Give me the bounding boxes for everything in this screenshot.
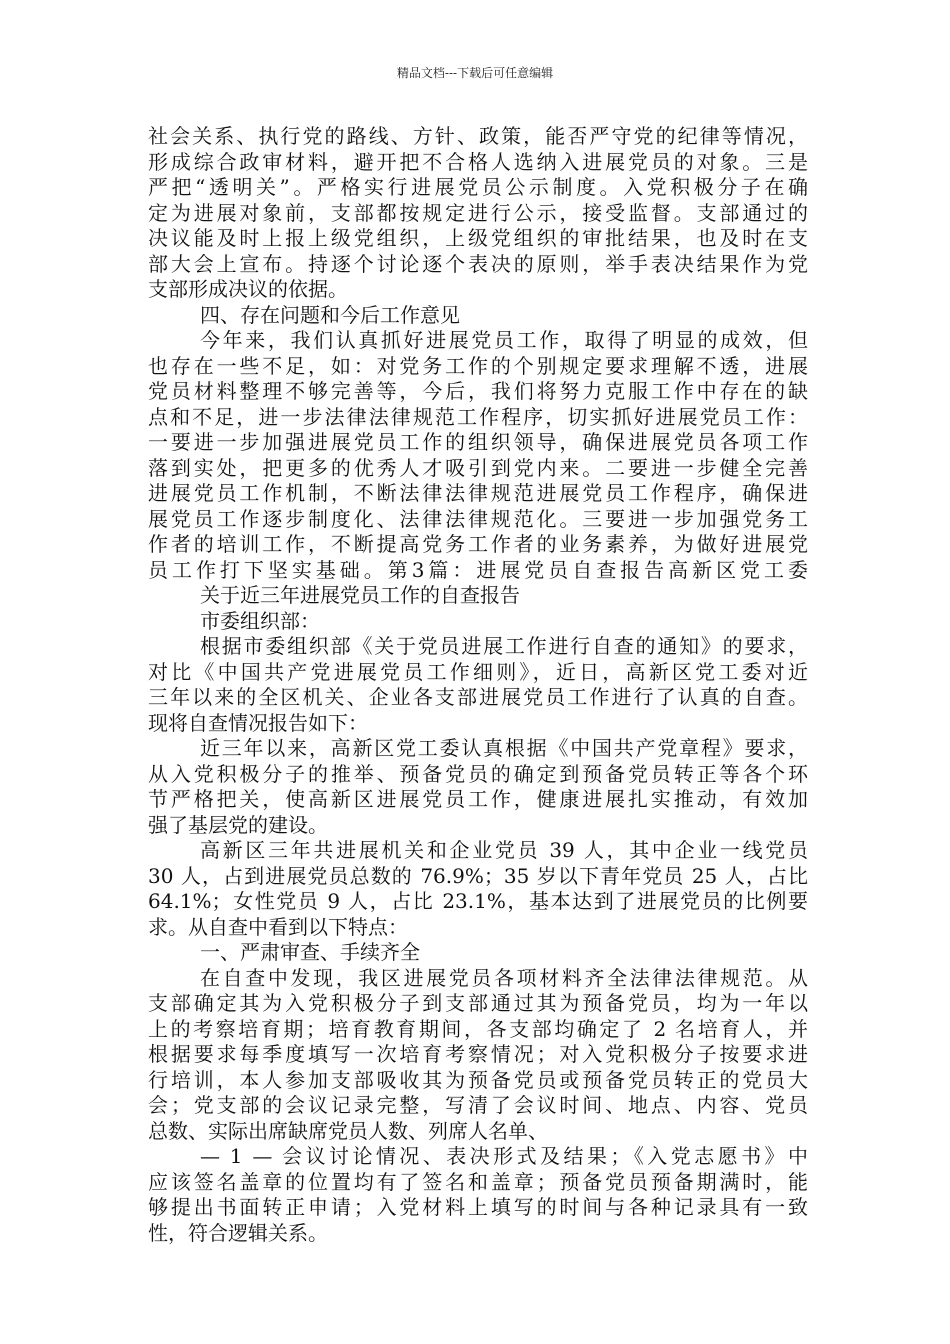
text-line: 点和不足，进一步法律法律规范工作程序，切实抓好进展党员工作：	[148, 404, 808, 429]
text-line: 会；党支部的会议记录完整，写清了会议时间、地点、内容、党员	[148, 1093, 808, 1117]
text-line: 一要进一步加强进展党员工作的组织领导，确保进展党员各项工作	[148, 430, 808, 454]
text-line: 落到实处，把更多的优秀人才吸引到党内来。二要进一步健全完善	[148, 455, 808, 480]
text-line: 高新区三年共进展机关和企业党员 39 人，其中企业一线党员	[200, 838, 808, 862]
text-line: 强了基层党的建设。	[148, 812, 328, 837]
text-line: 性，符合逻辑关系。	[148, 1220, 328, 1245]
text-line: 党员材料整理不够完善等，今后，我们将努力克服工作中存在的缺	[148, 379, 808, 403]
text-line: 员工作打下坚实基础。第3篇：进展党员自查报告高新区党工委	[148, 557, 808, 582]
text-line: 定为进展对象前，支部都按规定进行公示，接受监督。支部通过的	[148, 200, 808, 225]
text-line: 进展党员工作机制，不断法律法律规范进展党员工作程序，确保进	[148, 481, 808, 505]
text-line: 从入党积极分子的推举、预备党员的确定到预备党员转正等各个环	[148, 761, 808, 786]
text-line: 上的考察培育期；培育教育期间，各支部均确定了 2 名培育人，并	[148, 1016, 808, 1041]
text-line: 根据市委组织部《关于党员进展工作进行自查的通知》的要求，	[200, 634, 808, 658]
text-line: 决议能及时上报上级党组织，上级党组织的审批结果，也及时在支	[148, 226, 808, 250]
text-line: 形成综合政审材料，避开把不合格人选纳入进展党员的对象。三是	[148, 149, 808, 174]
text-line: 总数、实际出席缺席党员人数、列席人名单、	[148, 1118, 548, 1143]
text-line: 严把“透明关”。严格实行进展党员公示制度。入党积极分子在确	[148, 175, 808, 199]
text-line: 根据要求每季度填写一次培育考察情况；对入党积极分子按要求进	[148, 1042, 808, 1066]
text-line: 够提出书面转正申请；入党材料上填写的时间与各种记录具有一致	[148, 1195, 808, 1219]
text-line: 行培训，本人参加支部吸收其为预备党员或预备党员转正的党员大	[148, 1067, 808, 1092]
text-line: 节严格把关，使高新区进展党员工作，健康进展扎实推动，有效加	[148, 787, 808, 811]
text-line: 支部确定其为入党积极分子到支部通过其为预备党员，均为一年以	[148, 991, 808, 1015]
document-body	[148, 124, 808, 1246]
text-line: 四、存在问题和今后工作意见	[200, 302, 460, 327]
text-line: 作者的培训工作，不断提高党务工作者的业务素养，为做好进展党	[148, 532, 808, 556]
text-line: 30 人，占到进展党员总数的 76.9%；35 岁以下青年党员 25 人，占比	[148, 863, 808, 888]
text-line: 关于近三年进展党员工作的自查报告	[200, 583, 520, 607]
text-line: 市委组织部：	[200, 608, 320, 633]
text-line: 社会关系、执行党的路线、方针、政策，能否严守党的纪律等情况，	[148, 124, 808, 148]
text-line: 应该签名盖章的位置均有了签名和盖章；预备党员预备期满时，能	[148, 1169, 808, 1194]
text-line: 现将自查情况报告如下：	[148, 710, 368, 735]
text-line: 今年来，我们认真抓好进展党员工作，取得了明显的成效，但	[200, 328, 808, 352]
text-line: 一、严肃审查、手续齐全	[200, 940, 420, 964]
text-line: 支部形成决议的依据。	[148, 277, 348, 301]
text-line: 64.1%；女性党员 9 人，占比 23.1%，基本达到了进展党员的比例要	[148, 889, 808, 913]
text-line: 也存在一些不足，如：对党务工作的个别规定要求理解不透，进展	[148, 353, 808, 378]
text-line: 展党员工作逐步制度化、法律法律规范化。三要进一步加强党务工	[148, 506, 808, 531]
text-line: 近三年以来，高新区党工委认真根据《中国共产党章程》要求，	[200, 736, 808, 760]
text-line: 三年以来的全区机关、企业各支部进展党员工作进行了认真的自查。	[148, 685, 808, 709]
header-text: 精品文档---下载后可任意编辑	[396, 66, 554, 80]
text-line: 求。从自查中看到以下特点：	[148, 914, 408, 939]
text-line: 在自查中发现，我区进展党员各项材料齐全法律法律规范。从	[200, 965, 808, 990]
text-line: 部大会上宣布。持逐个讨论逐个表决的原则，举手表决结果作为党	[148, 251, 808, 276]
page-header	[0, 66, 950, 80]
text-line: — 1 — 会议讨论情况、表决形式及结果；《入党志愿书》中	[200, 1144, 808, 1168]
text-line: 对比《中国共产党进展党员工作细则》，近日，高新区党工委对近	[148, 659, 808, 684]
